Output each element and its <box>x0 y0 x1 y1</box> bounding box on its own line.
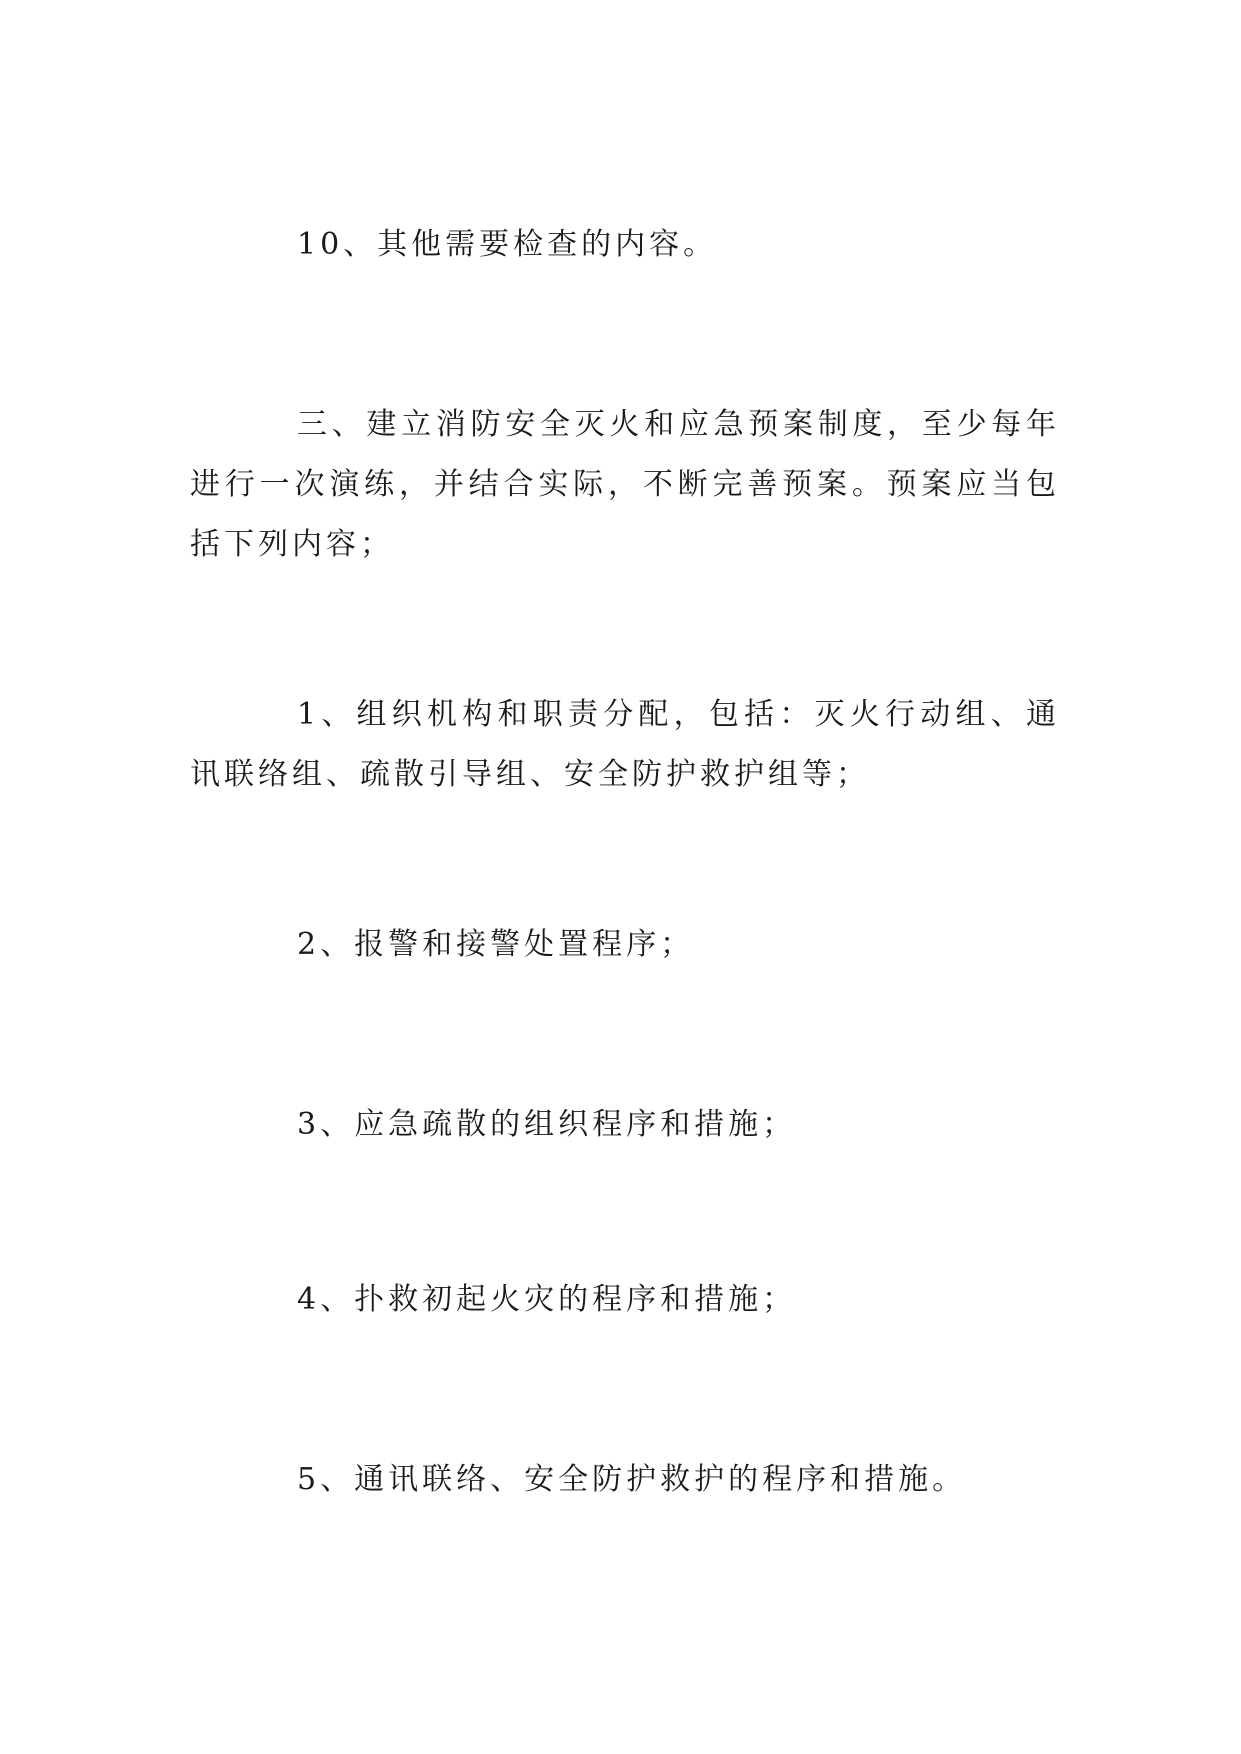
paragraph-item-2-alarm-procedure: 2、报警和接警处置程序； <box>297 927 695 962</box>
paragraph-item-5-communication: 5、通讯联络、安全防护救护的程序和措施。 <box>297 1462 967 1497</box>
paragraph-item-1-organization: 1、组织机构和职责分配，包括：灭火行动组、通讯联络组、疏散引导组、安全防护救护组等； <box>190 697 1060 792</box>
paragraph-item-4-initial-fire: 4、扑救初起火灾的程序和措施； <box>297 1282 797 1317</box>
paragraph-item-3-evacuation: 3、应急疏散的组织程序和措施； <box>297 1107 797 1142</box>
paragraph-item-10-other-checks: 10、其他需要检查的内容。 <box>297 227 718 262</box>
paragraph-section-3-emergency-plan: 三、建立消防安全灭火和应急预案制度，至少每年进行一次演练，并结合实际，不断完善预案。预案应当包括下列内容； <box>190 407 1060 562</box>
